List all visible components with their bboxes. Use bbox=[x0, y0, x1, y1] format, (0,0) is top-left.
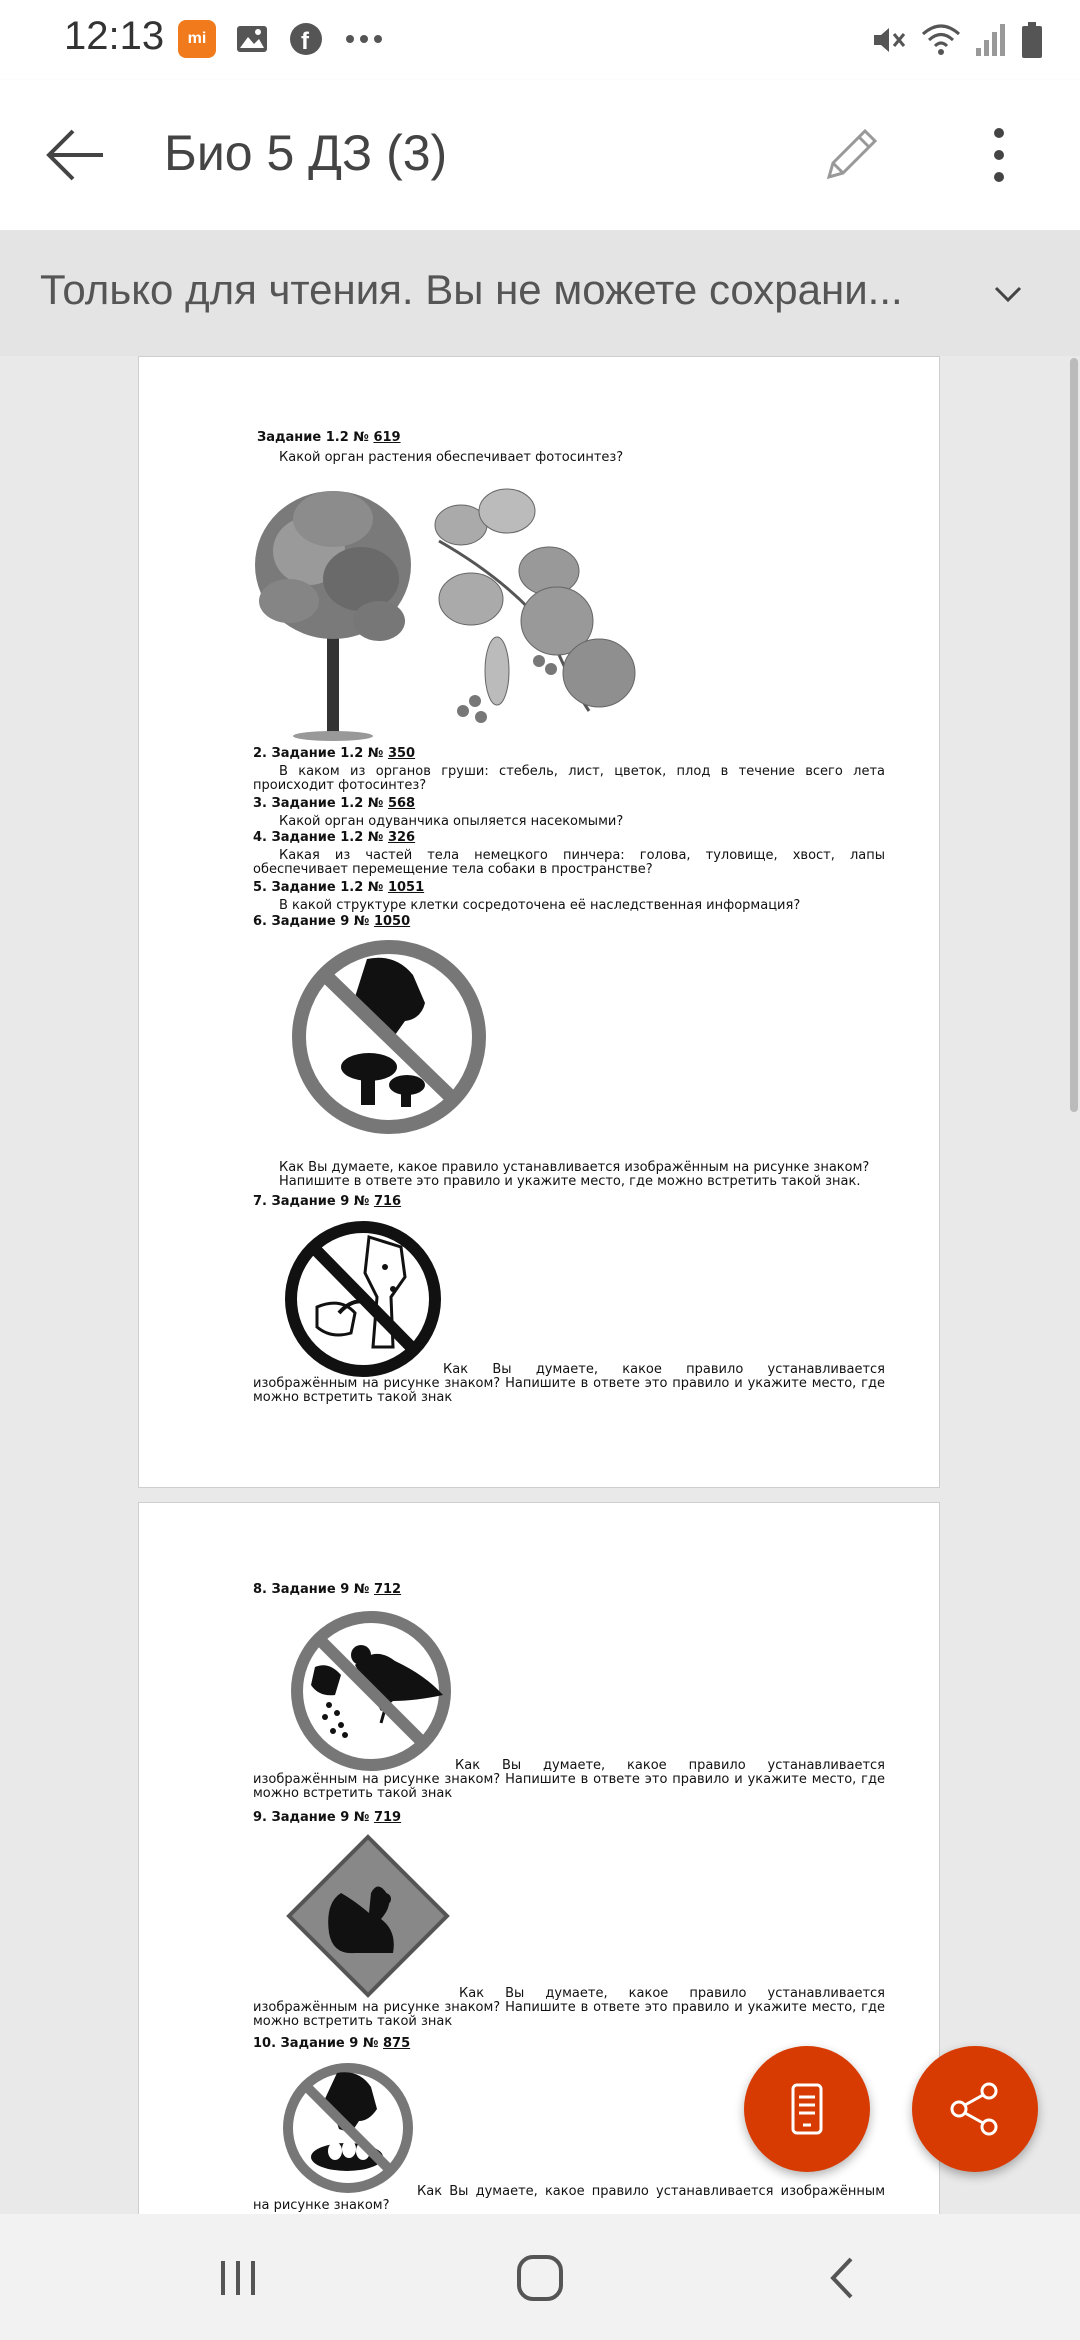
question-4-text: Какая из частей тела немецкого пинчера: голова, туловище, хвост, лапы обеспечивает перемещение тела собаки в пространстве? bbox=[253, 848, 885, 877]
wifi-icon bbox=[920, 20, 962, 60]
more-vertical-icon bbox=[989, 123, 1009, 187]
document-view[interactable] bbox=[0, 356, 1080, 2214]
home-button[interactable] bbox=[500, 2238, 580, 2318]
question-4-heading: 4. Задание 1.2 № 326 bbox=[253, 830, 416, 845]
question-7-link[interactable]: 716 bbox=[373, 1194, 402, 1209]
back-arrow-icon bbox=[43, 123, 107, 187]
mute-icon bbox=[868, 20, 908, 60]
signal-icon bbox=[974, 20, 1008, 60]
chevron-down-icon bbox=[988, 274, 1028, 314]
document-page-1 bbox=[138, 356, 940, 1488]
more-options-button[interactable] bbox=[964, 120, 1034, 190]
back-button[interactable] bbox=[40, 120, 110, 190]
question-3-heading: 3. Задание 1.2 № 568 bbox=[253, 796, 416, 811]
question-5-link[interactable]: 1051 bbox=[387, 880, 425, 895]
status-time: 12:13 bbox=[64, 14, 165, 58]
question-1-heading: Задание 1.2 № 619 bbox=[257, 430, 401, 445]
question-3-text: Какой орган одуванчика опыляется насекомыми? bbox=[279, 814, 624, 829]
question-8-heading: 8. Задание 9 № 712 bbox=[253, 1582, 402, 1597]
question-1-link[interactable]: 619 bbox=[373, 430, 401, 445]
notification-icons bbox=[178, 20, 386, 58]
battery-icon bbox=[1020, 20, 1044, 60]
question-6-link[interactable]: 1050 bbox=[373, 914, 411, 929]
question-3-link[interactable]: 568 bbox=[387, 796, 416, 811]
system-navigation-bar bbox=[0, 2214, 1080, 2340]
recent-apps-icon bbox=[213, 2253, 263, 2303]
app-bar bbox=[0, 80, 1080, 230]
home-icon bbox=[513, 2251, 567, 2305]
banner-text: Только для чтения. Вы не можете сохрани... bbox=[40, 266, 903, 313]
question-7-heading: 7. Задание 9 № 716 bbox=[253, 1194, 402, 1209]
squirrel-warning-sign bbox=[285, 1833, 451, 1999]
no-touching-nests-sign bbox=[279, 2059, 417, 2197]
pencil-icon bbox=[819, 123, 883, 187]
no-feeding-animals-sign bbox=[281, 1217, 445, 1381]
mobile-view-icon bbox=[779, 2081, 835, 2137]
system-back-button[interactable] bbox=[802, 2238, 882, 2318]
more-dots-icon bbox=[342, 21, 386, 57]
tree-and-leaves-figure bbox=[249, 481, 649, 743]
question-2-heading: 2. Задание 1.2 № 350 bbox=[253, 746, 416, 761]
question-9-link[interactable]: 719 bbox=[373, 1810, 402, 1825]
question-1-text: Какой орган растения обеспечивает фотосинтез? bbox=[279, 450, 624, 465]
chevron-left-icon bbox=[817, 2253, 867, 2303]
question-10-link[interactable]: 875 bbox=[383, 2036, 411, 2051]
question-5-heading: 5. Задание 1.2 № 1051 bbox=[253, 880, 425, 895]
question-6-text-2: Напишите в ответе это правило и укажите место, где можно встретить такой знак. bbox=[279, 1174, 861, 1189]
facebook-icon bbox=[288, 21, 324, 57]
gallery-icon bbox=[234, 21, 270, 57]
question-8-text: Как Вы думаете, какое правило устанавливается изображённым на рисунке знаком? Напишите в ответе это правило и укажите место, где можно встретить такой знак bbox=[253, 1758, 885, 1801]
read-only-banner[interactable] bbox=[0, 230, 1080, 356]
mi-app-icon: mi bbox=[178, 20, 216, 58]
question-10-text: Как Вы думаете, какое правило устанавливается изображённым на рисунке знаком? bbox=[253, 2184, 885, 2213]
scrollbar[interactable] bbox=[1070, 358, 1078, 1112]
question-9-heading: 9. Задание 9 № 719 bbox=[253, 1810, 402, 1825]
question-4-link[interactable]: 326 bbox=[387, 830, 416, 845]
no-mushroom-picking-sign bbox=[285, 939, 495, 1139]
svg-text:f: f bbox=[301, 28, 309, 55]
question-5-text: В какой структуре клетки сосредоточена её наследственная информация? bbox=[279, 898, 801, 913]
recent-apps-button[interactable] bbox=[198, 2238, 278, 2318]
expand-banner-button[interactable] bbox=[980, 266, 1036, 322]
question-2-text: В каком из органов груши: стебель, лист, цветок, плод в течение всего лета происходит фотосинтез? bbox=[253, 764, 885, 793]
question-10-heading: 10. Задание 9 № 875 bbox=[253, 2036, 411, 2051]
question-6-text-1: Как Вы думаете, какое правило устанавливается изображённым на рисунке знаком? bbox=[279, 1160, 870, 1175]
question-6-heading: 6. Задание 9 № 1050 bbox=[253, 914, 411, 929]
reading-view-button[interactable] bbox=[744, 2046, 870, 2172]
share-icon bbox=[945, 2079, 1005, 2139]
question-9-text: Как Вы думаете, какое правило устанавливается изображённым на рисунке знаком? Напишите в ответе это правило и укажите место, где можно встретить такой знак bbox=[253, 1986, 885, 2029]
system-icons bbox=[868, 20, 1044, 60]
share-button[interactable] bbox=[912, 2046, 1038, 2172]
edit-button[interactable] bbox=[816, 120, 886, 190]
question-8-link[interactable]: 712 bbox=[373, 1582, 402, 1597]
no-feeding-birds-sign bbox=[285, 1605, 457, 1777]
document-title: Био 5 ДЗ (3) bbox=[164, 125, 448, 181]
question-7-text: Как Вы думаете, какое правило устанавливается изображённым на рисунке знаком? Напишите в ответе это правило и укажите место, где можно встретить такой знак bbox=[253, 1362, 885, 1405]
status-bar bbox=[0, 0, 1080, 80]
question-2-link[interactable]: 350 bbox=[387, 746, 416, 761]
